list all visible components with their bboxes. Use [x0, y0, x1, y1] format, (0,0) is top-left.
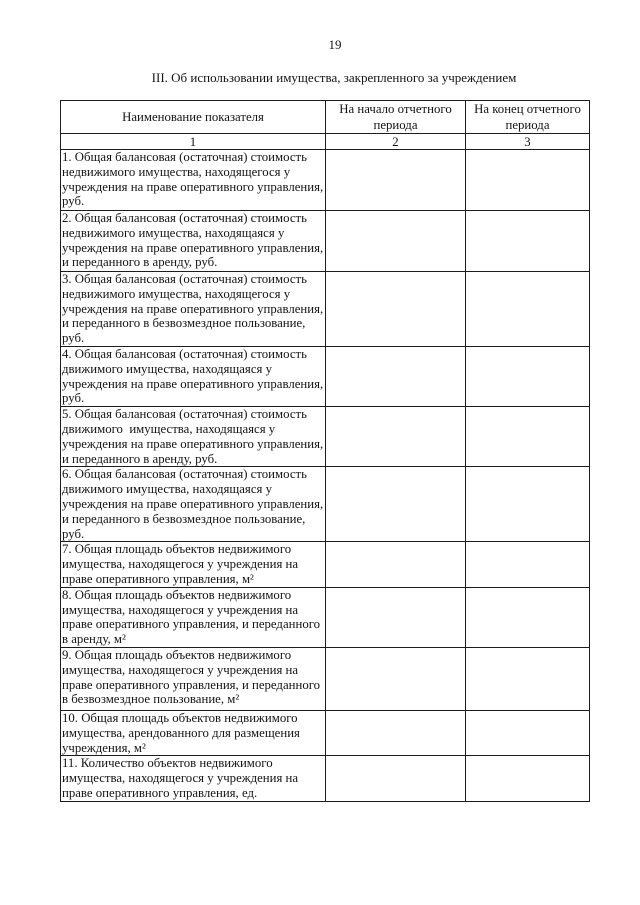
indicator-name-cell [61, 587, 326, 647]
indicator-name-cell [61, 407, 326, 467]
header-line: На начало отчетного [339, 102, 452, 116]
table-header-row [61, 101, 590, 134]
indicator-name-line: учреждения на праве оперативного управления, [62, 240, 324, 255]
indicator-name-cell [61, 211, 326, 272]
indicator-name-line: руб. [62, 331, 85, 346]
table-row [61, 756, 590, 801]
indicator-name-line: имущества, находящегося у учреждения на [62, 602, 299, 617]
indicator-name-line: 3. Общая балансовая (остаточная) стоимость [62, 272, 307, 286]
indicator-name-line: 10. Общая площадь объектов недвижимого [62, 710, 298, 725]
indicator-name-cell [61, 347, 326, 407]
indicator-name-line: недвижимого имущества, находящаяся у [62, 225, 285, 240]
period-end-value-cell [466, 647, 590, 710]
section-title: III. Об использовании имущества, закрепленного за учреждением [151, 70, 517, 85]
indicator-name-line: имущества, находящегося у учреждения на [62, 771, 299, 786]
period-end-value-cell [466, 587, 590, 647]
table-row [61, 587, 590, 647]
table-row [61, 542, 590, 587]
column-header-period-start [326, 101, 466, 134]
indicator-name-line: недвижимого имущества, находящегося у [62, 164, 291, 179]
indicator-name-line: праве оперативного управления, м² [62, 571, 254, 586]
indicator-name-line: движимого имущества, находящаяся у [62, 421, 276, 436]
period-end-value-cell [466, 756, 590, 801]
indicator-name-line: руб. [62, 526, 85, 541]
period-end-value-cell [466, 211, 590, 272]
page-number: 19 [328, 37, 342, 52]
column-number-row [61, 134, 590, 150]
indicator-name-line: учреждения на праве оперативного управления, [62, 301, 324, 316]
header-line: На конец отчетного [474, 102, 581, 116]
indicator-name-line: руб. [62, 391, 85, 406]
indicator-name-line: 2. Общая балансовая (остаточная) стоимость [62, 211, 307, 225]
indicator-name-cell [61, 710, 326, 755]
indicator-name-line: и переданного в аренду, руб. [62, 451, 218, 466]
period-start-value-cell [326, 211, 466, 272]
column-header-period-end [466, 101, 590, 134]
indicator-name-cell [61, 542, 326, 587]
indicator-name-cell [61, 647, 326, 710]
period-start-value-cell [326, 347, 466, 407]
column-number: 3 [466, 134, 590, 150]
indicator-name-line: 11. Количество объектов недвижимого [62, 756, 273, 771]
indicator-name-line: 8. Общая площадь объектов недвижимого [62, 587, 292, 602]
period-end-value-cell [466, 347, 590, 407]
indicator-name-line: руб. [62, 194, 85, 209]
period-start-value-cell [326, 150, 466, 211]
indicator-name-line: имущества, арендованного для размещения [62, 725, 300, 740]
property-usage-table [60, 100, 590, 802]
column-header-indicator [61, 101, 326, 134]
period-end-value-cell [466, 407, 590, 467]
table-row [61, 407, 590, 467]
period-start-value-cell [326, 272, 466, 347]
table-row [61, 647, 590, 710]
indicator-name-line: 9. Общая площадь объектов недвижимого [62, 647, 292, 662]
indicator-name-line: праве оперативного управления, ед. [62, 785, 258, 800]
period-end-value-cell [466, 150, 590, 211]
period-end-value-cell [466, 272, 590, 347]
indicator-name-line: 7. Общая площадь объектов недвижимого [62, 542, 292, 557]
period-start-value-cell [326, 710, 466, 755]
period-start-value-cell [326, 467, 466, 542]
period-start-value-cell [326, 587, 466, 647]
period-end-value-cell [466, 542, 590, 587]
table-row [61, 150, 590, 211]
table-row [61, 272, 590, 347]
indicator-name-line: и переданного в аренду, руб. [62, 255, 218, 270]
column-number: 2 [326, 134, 466, 150]
indicator-name-line: 6. Общая балансовая (остаточная) стоимость [62, 467, 307, 482]
indicator-name-line: учреждения на праве оперативного управления, [62, 179, 324, 194]
indicator-name-line: праве оперативного управления, и переданного [62, 677, 321, 692]
indicator-name-line: 1. Общая балансовая (остаточная) стоимость [62, 150, 307, 164]
header-line: периода [505, 118, 550, 132]
indicator-name-line: учреждения на праве оперативного управления, [62, 436, 324, 451]
indicator-name-line: имущества, находящегося у учреждения на [62, 557, 299, 572]
indicator-name-cell [61, 150, 326, 211]
indicator-name-line: учреждения на праве оперативного управления, [62, 496, 324, 511]
indicator-name-line: недвижимого имущества, находящегося у [62, 286, 291, 301]
indicator-name-line: имущества, находящегося у учреждения на [62, 662, 299, 677]
indicator-name-line: праве оперативного управления, и переданного [62, 617, 321, 632]
indicator-name-line: в безвозмездное пользование, м² [62, 692, 240, 707]
indicator-name-line: и переданного в безвозмездное пользование, [62, 511, 306, 526]
table-header [61, 101, 590, 150]
period-start-value-cell [326, 756, 466, 801]
indicator-name-cell [61, 756, 326, 801]
period-start-value-cell [326, 407, 466, 467]
table-row [61, 467, 590, 542]
indicator-name-line: учреждения, м² [62, 740, 146, 755]
indicator-name-line: учреждения на праве оперативного управления, [62, 376, 324, 391]
header-line: периода [373, 118, 418, 132]
table-row [61, 710, 590, 755]
indicator-name-line: и переданного в безвозмездное пользование, [62, 316, 306, 331]
indicator-name-line: движимого имущества, находящаяся у [62, 482, 272, 497]
indicator-name-line: 4. Общая балансовая (остаточная) стоимость [62, 347, 307, 361]
period-start-value-cell [326, 542, 466, 587]
indicator-name-cell [61, 467, 326, 542]
period-end-value-cell [466, 710, 590, 755]
column-number: 1 [61, 134, 326, 150]
table-body [61, 150, 590, 802]
header-line: Наименование показателя [122, 110, 264, 124]
indicator-name-line: 5. Общая балансовая (остаточная) стоимость [62, 407, 307, 422]
period-start-value-cell [326, 647, 466, 710]
indicator-name-line: движимого имущества, находящаяся у [62, 361, 272, 376]
indicator-name-line: в аренду, м² [62, 632, 126, 647]
table-row [61, 347, 590, 407]
indicator-name-cell [61, 272, 326, 347]
table-row [61, 211, 590, 272]
period-end-value-cell [466, 467, 590, 542]
